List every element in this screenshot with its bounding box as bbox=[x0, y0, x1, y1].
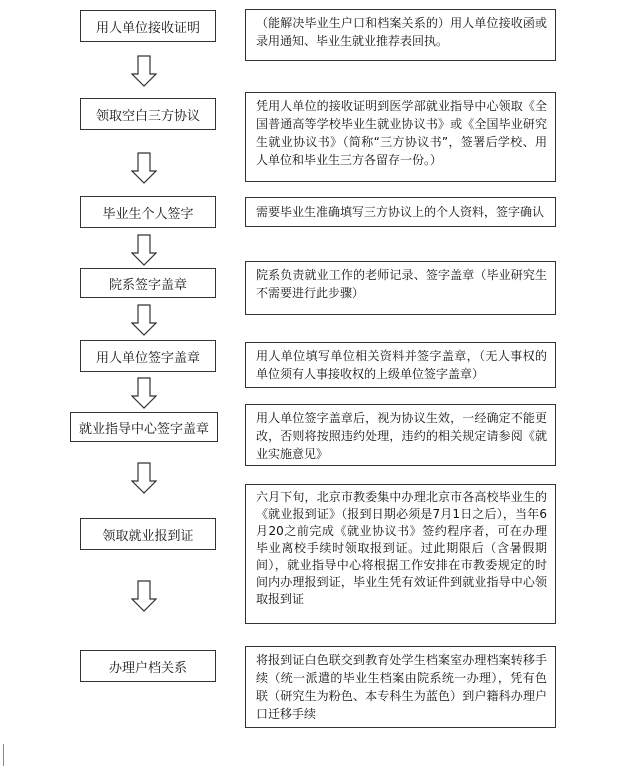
desc-box-blank-agreement: 凭用人单位的接收证明到医学部就业指导中心领取《全国普通高等学校毕业生就业协议书》或《全国毕业研究生就业协议书》（简称“三方协议书”，签署后学校、用人单位和毕业生三方各留存一份。） bbox=[245, 92, 556, 182]
down-arrow-icon bbox=[131, 462, 157, 494]
down-arrow-icon bbox=[131, 377, 157, 409]
desc-box-department-seal: 院系负责就业工作的老师记录、签字盖章（毕业研究生不需要进行此步骤） bbox=[245, 261, 556, 315]
desc-box-registration-certificate: 六月下旬，北京市教委集中办理北京市各高校毕业生的《就业报到证》（报到日期必须是7月1日之后），当年6月20之前完成《就业协议书》签约程序者，可在办理毕业离校手续时领取报到证。过此期限后（含暑假期间），就业指导中心将根据工作安排在市教委规定的时间内办理报到证，毕业生凭有效证件到就业指导中心领取报到证 bbox=[245, 484, 556, 624]
step-box-department-seal: 院系签字盖章 bbox=[80, 268, 216, 298]
step-box-guidance-center-seal: 就业指导中心签字盖章 bbox=[70, 412, 218, 442]
page-edge-mark bbox=[3, 744, 4, 766]
down-arrow-icon bbox=[131, 234, 157, 266]
step-box-registration-certificate: 领取就业报到证 bbox=[80, 518, 216, 550]
desc-box-household-records: 将报到证白色联交到教育处学生档案室办理档案转移手续（统一派遣的毕业生档案由院系统一办理），凭有色联（研究生为粉色、本专科生为蓝色）到户籍科办理户口迁移手续 bbox=[245, 646, 556, 728]
desc-box-guidance-center-seal: 用人单位签字盖章后，视为协议生效，一经确定不能更改，否则将按照违约处理，违约的相关规定请参阅《就业实施意见》 bbox=[245, 404, 556, 466]
step-box-employer-seal: 用人单位签字盖章 bbox=[80, 340, 216, 372]
down-arrow-icon bbox=[131, 304, 157, 336]
step-box-employer-certificate: 用人单位接收证明 bbox=[80, 10, 216, 42]
down-arrow-icon bbox=[131, 580, 157, 612]
desc-box-employer-certificate: （能解决毕业生户口和档案关系的）用人单位接收函或录用通知、毕业生就业推荐表回执。 bbox=[245, 9, 556, 61]
down-arrow-icon bbox=[131, 55, 157, 87]
step-box-household-records: 办理户档关系 bbox=[80, 650, 216, 682]
step-box-blank-agreement: 领取空白三方协议 bbox=[80, 98, 216, 130]
desc-box-graduate-signature: 需要毕业生准确填写三方协议上的个人资料，签字确认 bbox=[245, 197, 556, 227]
step-box-graduate-signature: 毕业生个人签字 bbox=[80, 196, 216, 228]
desc-box-employer-seal: 用人单位填写单位相关资料并签字盖章，（无人事权的单位须有人事接收权的上级单位签字盖章） bbox=[245, 342, 556, 388]
down-arrow-icon bbox=[131, 152, 157, 184]
